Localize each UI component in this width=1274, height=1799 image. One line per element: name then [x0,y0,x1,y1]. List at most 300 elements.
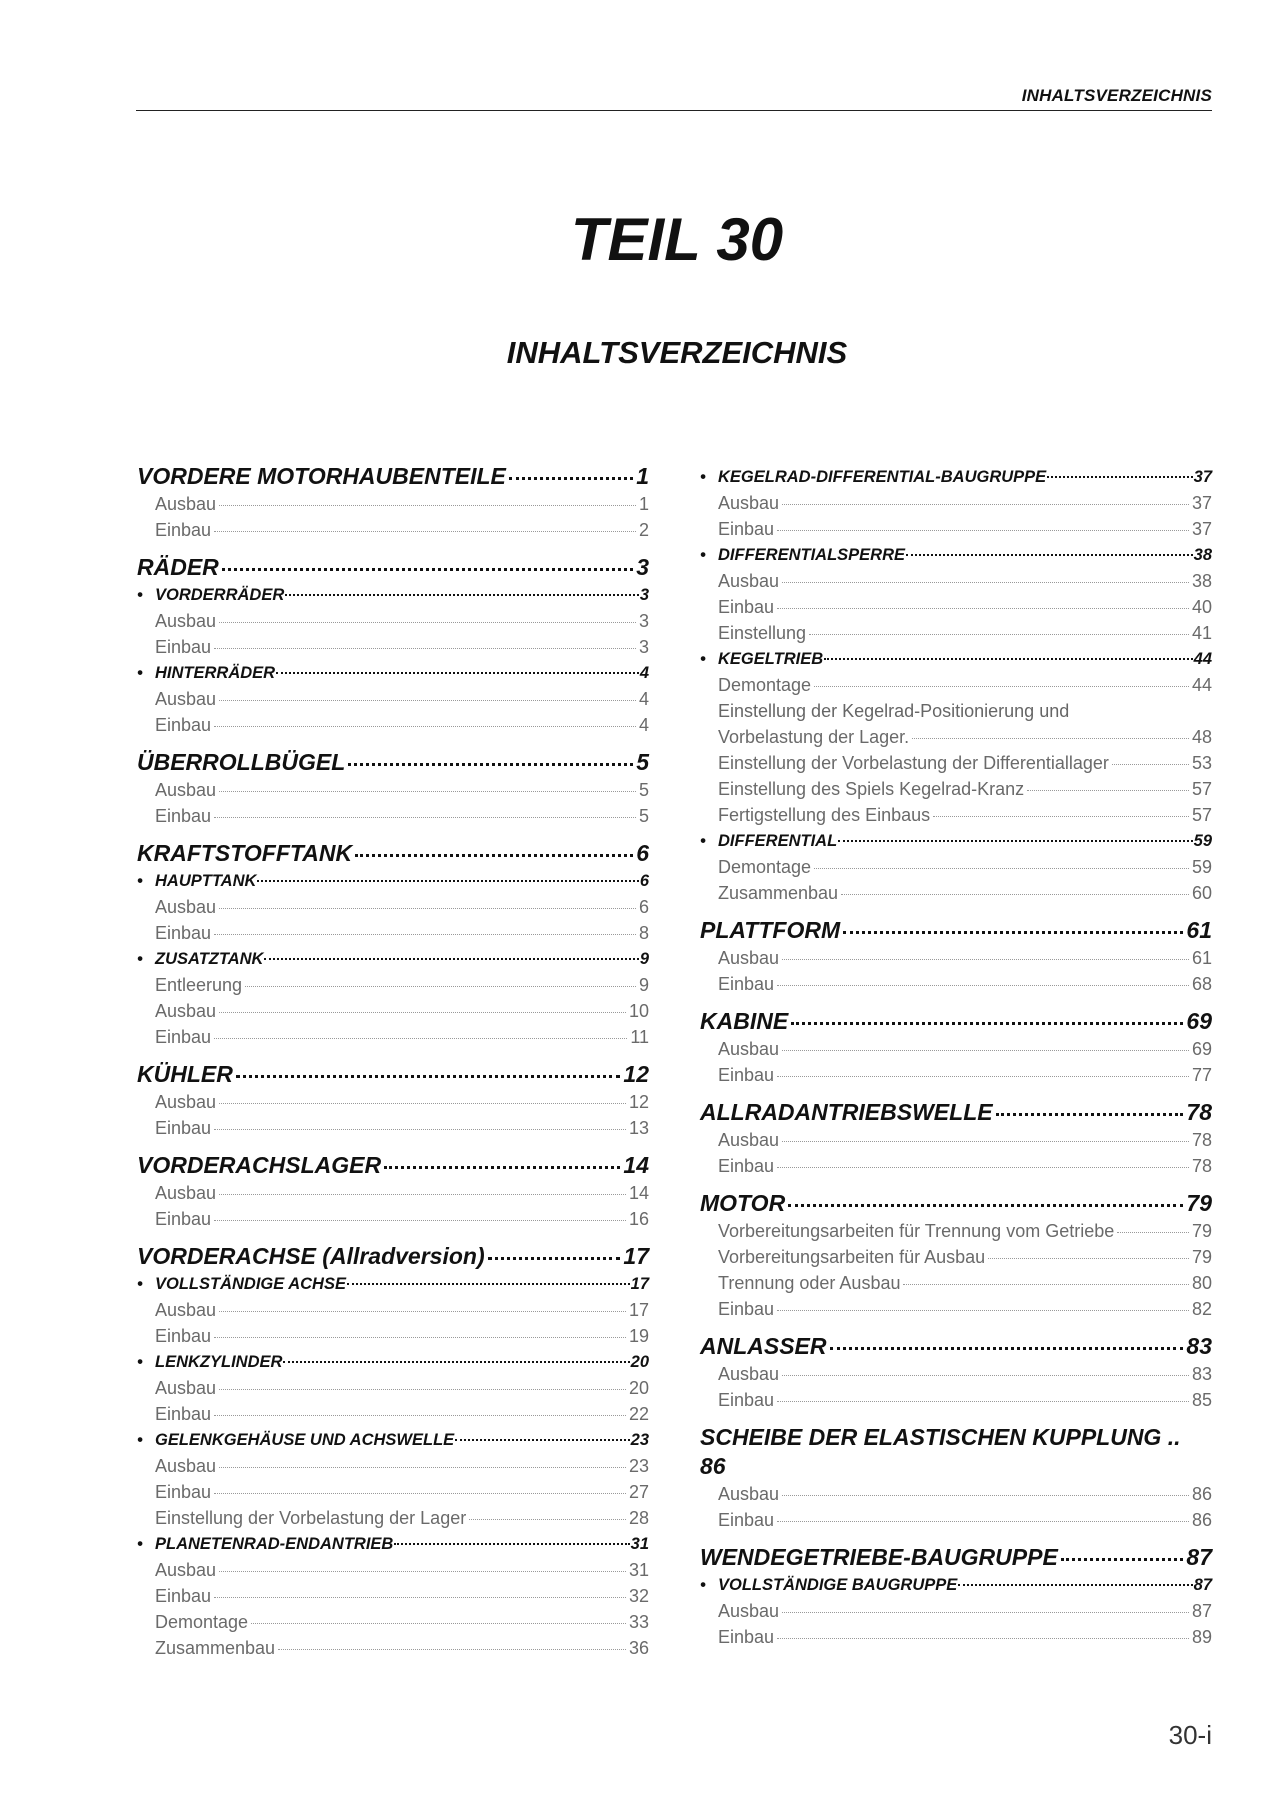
bullet-icon: • [700,468,706,486]
dot-leader [219,622,636,623]
toc-page-number: 87 [1186,1544,1212,1570]
toc-entry-row [718,1481,1212,1507]
toc-entry-row [137,1151,649,1180]
toc-entry-row [700,1332,1212,1361]
dot-leader [777,985,1189,986]
toc-entry[interactable] [700,1387,1212,1413]
toc-subsection[interactable] [137,660,649,686]
bullet-icon: • [137,664,143,682]
toc-entry-row [137,946,649,972]
toc-entry[interactable] [700,1481,1212,1507]
toc-entry-row [718,594,1212,620]
toc-entry-row [137,582,649,608]
toc-entry[interactable] [137,1206,649,1232]
toc-entry-row [718,1244,1212,1270]
toc-page-number: 48 [1191,727,1212,747]
toc-entry[interactable] [700,854,1212,880]
toc-page-number: 61 [1191,948,1212,968]
toc-subsection[interactable] [700,828,1212,854]
dot-leader [912,738,1189,739]
toc-page-number: 85 [1191,1390,1212,1410]
dot-leader [214,1038,627,1039]
toc-entry[interactable] [700,594,1212,620]
toc-entry-title: DIFFERENTIAL [718,832,838,850]
toc-entry-row [155,1505,649,1531]
toc-entry-row [137,1242,649,1271]
dot-leader [219,505,636,506]
toc-entry-title: Einbau [155,1209,212,1229]
dot-leader [782,1495,1189,1496]
toc-page-number: 37 [1193,468,1212,486]
toc-entry-row [155,1375,649,1401]
toc-section[interactable] [137,748,649,777]
part-title: TEIL 30 [570,206,784,273]
toc-subsection[interactable] [700,542,1212,568]
dot-leader [348,763,633,766]
toc-entry[interactable] [137,634,649,660]
toc-entry[interactable] [137,1635,649,1661]
header-rule [136,110,1212,111]
toc-entry[interactable] [700,971,1212,997]
toc-entry-row [718,1062,1212,1088]
toc-entry-title: WENDEGETRIEBE-BAUGRUPPE [700,1544,1058,1570]
toc-entry-row [718,620,1212,646]
dot-leader [782,1612,1189,1613]
toc-entry-row [718,945,1212,971]
toc-subsection[interactable] [137,946,649,972]
toc-section[interactable] [700,1332,1212,1361]
dot-leader [214,1493,626,1494]
toc-entry[interactable] [137,1297,649,1323]
toc-entry-row [155,803,649,829]
toc-entry[interactable] [700,1244,1212,1270]
toc-entry-title: PLANETENRAD-ENDANTRIEB [155,1535,394,1553]
toc-section[interactable] [137,553,649,582]
toc-page-number: 68 [1191,974,1212,994]
toc-entry-title: Einbau [155,923,212,943]
dot-leader [777,1076,1189,1077]
toc-page-number: 23 [630,1431,649,1449]
toc-page-number: 3 [639,586,649,604]
toc-entry[interactable] [137,1609,649,1635]
toc-page-number: 6 [638,897,649,917]
dot-leader [214,531,636,532]
toc-entry-row [137,839,649,868]
dot-leader [219,1012,626,1013]
toc-entry-title: Zusammenbau [155,1638,276,1658]
toc-right-column [700,464,1212,1650]
toc-page-number: 86 [700,1453,726,1479]
toc-entry[interactable] [700,880,1212,906]
toc-entry[interactable] [700,1218,1212,1244]
toc-section[interactable] [700,1098,1212,1127]
toc-entry-row [155,972,649,998]
toc-entry[interactable] [700,1624,1212,1650]
toc-entry-title: Einbau [155,1118,212,1138]
toc-page-number: 37 [1191,519,1212,539]
toc-entry-title: Ausbau [718,1039,780,1059]
page-number: 30-i [1168,1720,1212,1750]
toc-entry-title: Entleerung [155,975,243,995]
toc-entry-title: Einbau [155,1404,212,1424]
toc-entry-row [155,777,649,803]
toc-entry[interactable] [700,750,1212,776]
toc-page-number: 33 [628,1612,649,1632]
toc-page-number: 1 [636,463,649,489]
bullet-icon: • [700,1576,706,1594]
dot-leader [906,554,1193,556]
toc-entry-row [155,1609,649,1635]
toc-entry-row [700,464,1212,490]
toc-entry-title: Einbau [718,1510,775,1530]
toc-entry-title: Ausbau [155,780,217,800]
toc-section[interactable] [137,462,649,491]
dot-leader [219,791,636,792]
toc-entry-title: VOLLSTÄNDIGE ACHSE [155,1275,346,1293]
toc-entry[interactable] [137,777,649,803]
toc-entry-title: LENKZYLINDER [155,1353,283,1371]
dot-leader [285,594,639,596]
dot-leader [777,608,1189,609]
toc-entry-title: Einbau [718,1065,775,1085]
toc-entry[interactable] [137,972,649,998]
toc-section[interactable] [700,916,1212,945]
toc-entry-title: Einstellung [718,623,807,643]
dot-leader [257,880,638,882]
dot-leader [777,1401,1189,1402]
toc-entry-row [155,608,649,634]
toc-entry-row [155,1323,649,1349]
toc-entry[interactable] [700,1127,1212,1153]
toc-entry[interactable] [137,803,649,829]
toc-entry-title: KRAFTSTOFFTANK [137,840,353,866]
toc-entry-title: Einstellung der Vorbelastung der Differentiallager [718,753,1109,773]
toc-page-number: 80 [1191,1273,1212,1293]
toc-entry-row [718,1218,1212,1244]
toc-entry-title: VOLLSTÄNDIGE BAUGRUPPE [718,1576,958,1594]
toc-page-number: 13 [628,1118,649,1138]
toc-entry-title: Ausbau [718,571,780,591]
bullet-icon: • [137,1353,143,1371]
toc-page-number: 53 [1191,753,1212,773]
toc-entry[interactable] [137,1323,649,1349]
toc-entry[interactable] [700,698,1212,750]
toc-entry[interactable] [700,672,1212,698]
toc-page-number: 78 [1191,1130,1212,1150]
toc-entry[interactable] [137,608,649,634]
toc-section[interactable] [700,1543,1212,1572]
toc-entry[interactable] [137,1024,649,1050]
toc-page-number: 82 [1191,1299,1212,1319]
toc-page-number: 38 [1191,571,1212,591]
dot-leader [958,1584,1192,1586]
toc-entry[interactable] [700,1062,1212,1088]
toc-entry-title-line: Einstellung der Kegelrad-Positionierung und [718,701,1070,721]
toc-entry[interactable] [137,1089,649,1115]
toc-entry-row [718,1127,1212,1153]
dot-leader [355,854,633,857]
toc-entry-row [700,1189,1212,1218]
toc-entry-row [700,828,1212,854]
toc-entry[interactable] [137,491,649,517]
toc-page-number: 8 [638,923,649,943]
toc-section[interactable] [137,1151,649,1180]
toc-entry[interactable] [700,490,1212,516]
toc-page-number: 3 [638,611,649,631]
toc-entry[interactable] [700,1270,1212,1296]
toc-section[interactable] [700,1189,1212,1218]
dot-leader [782,582,1189,583]
toc-page-number: 4 [638,715,649,735]
toc-entry[interactable] [137,1557,649,1583]
toc-subsection[interactable] [137,1427,649,1453]
toc-entry-row [700,1572,1212,1598]
toc-entry[interactable] [700,1598,1212,1624]
dot-leader [777,1638,1189,1639]
toc-page-number: 38 [1193,546,1212,564]
toc-entry[interactable] [137,920,649,946]
dot-leader [219,1103,626,1104]
toc-subsection[interactable] [137,868,649,894]
toc-entry-row [718,802,1212,828]
toc-entry[interactable] [700,802,1212,828]
toc-entry-title: KABINE [700,1008,789,1034]
toc-entry-title: Einbau [718,1299,775,1319]
toc-entry-title: Ausbau [155,494,217,514]
dot-leader [276,672,639,674]
toc-entry[interactable] [137,712,649,738]
dot-leader [814,686,1189,687]
toc-entry-row [700,542,1212,568]
toc-entry-row [718,854,1212,880]
toc-section[interactable] [137,1242,649,1271]
toc-entry-title: HAUPTTANK [155,872,257,890]
toc-entry-row [155,1401,649,1427]
toc-section-title: SCHEIBE DER ELASTISCHEN KUPPLUNG .. [700,1424,1181,1450]
toc-entry-title: Demontage [718,675,812,695]
toc-entry-title: RÄDER [137,554,219,580]
toc-entry-title: Einbau [155,1482,212,1502]
toc-entry-title: Einbau [155,637,212,657]
bullet-icon: • [700,650,706,668]
toc-page-number: 79 [1191,1221,1212,1241]
bullet-icon: • [137,872,143,890]
toc-entry-row [155,1024,649,1050]
toc-section[interactable] [137,839,649,868]
toc-entry[interactable] [137,998,649,1024]
toc-page-number: 78 [1186,1099,1212,1125]
toc-entry-row [155,1089,649,1115]
toc-entry-title: Ausbau [718,1601,780,1621]
toc-entry[interactable] [700,1507,1212,1533]
toc-title: INHALTSVERZEICHNIS [506,335,848,370]
dot-leader [1061,1558,1184,1561]
toc-page-number: 9 [639,950,649,968]
toc-page-number: 69 [1191,1039,1212,1059]
toc-entry-row [155,1453,649,1479]
toc-entry-row [718,568,1212,594]
toc-entry-title: Vorbereitungsarbeiten für Ausbau [718,1247,986,1267]
dot-leader [788,1204,1183,1207]
dot-leader [214,648,636,649]
dot-leader [996,1113,1184,1116]
toc-subsection[interactable] [700,646,1212,672]
toc-page-number: 20 [630,1353,649,1371]
toc-page-number: 40 [1191,597,1212,617]
toc-section[interactable] [700,1007,1212,1036]
toc-page-number: 17 [630,1275,649,1293]
dot-leader [214,1129,626,1130]
dot-leader [347,1283,630,1285]
toc-page-number: 4 [638,689,649,709]
toc-entry[interactable] [137,894,649,920]
dot-leader [777,530,1189,531]
toc-page-number: 87 [1193,1576,1212,1594]
toc-entry[interactable] [137,1375,649,1401]
toc-page-number: 14 [623,1152,649,1178]
toc-entry[interactable] [700,945,1212,971]
dot-leader [214,817,636,818]
toc-entry[interactable] [137,1479,649,1505]
bullet-icon: • [137,586,143,604]
toc-entry[interactable] [700,516,1212,542]
toc-entry[interactable] [700,568,1212,594]
toc-subsection[interactable] [137,1349,649,1375]
toc-page-number: 57 [1191,805,1212,825]
toc-page-number: 22 [628,1404,649,1424]
dot-leader [469,1519,626,1520]
toc-entry-title: Einbau [718,519,775,539]
toc-entry-row [155,1115,649,1141]
dot-leader [264,958,638,960]
toc-entry[interactable] [137,1180,649,1206]
toc-entry-title: HINTERRÄDER [155,664,276,682]
toc-entry[interactable] [700,620,1212,646]
toc-page-number: 28 [628,1508,649,1528]
toc-entry[interactable] [700,776,1212,802]
toc-entry-title: Vorbereitungsarbeiten für Trennung vom Getriebe [718,1221,1115,1241]
toc-page-number: 20 [628,1378,649,1398]
toc-entry-row [718,1624,1212,1650]
toc-entry-title: Einbau [718,1156,775,1176]
toc-page-number: 12 [628,1092,649,1112]
toc-entry-row [155,491,649,517]
toc-subsection[interactable] [137,1531,649,1557]
toc-entry-title: Ausbau [155,1001,217,1021]
toc-entry-row [700,646,1212,672]
toc-entry-row [137,660,649,686]
toc-page-number: 3 [638,637,649,657]
toc-entry-title: Einbau [718,1627,775,1647]
toc-page-number: 69 [1186,1008,1212,1034]
toc-entry[interactable] [137,1401,649,1427]
toc-page-number: 31 [628,1560,649,1580]
toc-entry-row [155,634,649,660]
toc-section[interactable] [700,1423,1212,1481]
dot-leader [903,1284,1188,1285]
toc-subsection[interactable] [700,464,1212,490]
dot-leader [219,1467,626,1468]
toc-page-number: 79 [1186,1190,1212,1216]
toc-entry[interactable] [137,1583,649,1609]
toc-entry-row [155,517,649,543]
toc-entry-row [700,1098,1212,1127]
toc-entry[interactable] [137,1505,649,1531]
toc-page-number: 23 [628,1456,649,1476]
toc-entry-title: Einbau [718,597,775,617]
toc-entry-row [155,1557,649,1583]
toc-entry-row [718,1270,1212,1296]
toc-entry[interactable] [137,1115,649,1141]
dot-leader [214,1415,626,1416]
toc-entry-row [718,672,1212,698]
toc-entry-row [155,1635,649,1661]
toc-entry[interactable] [137,1453,649,1479]
toc-entry-row [155,686,649,712]
dot-leader [219,1311,626,1312]
toc-entry[interactable] [700,1036,1212,1062]
toc-entry[interactable] [137,686,649,712]
toc-entry-title: Ausbau [718,493,780,513]
toc-subsection[interactable] [700,1572,1212,1598]
toc-entry-title: Zusammenbau [718,883,839,903]
toc-entry-title: Einbau [718,974,775,994]
toc-page-number: 77 [1191,1065,1212,1085]
toc-page-number: 60 [1191,883,1212,903]
toc-entry-title: Ausbau [155,611,217,631]
toc-page-number: 5 [638,806,649,826]
dot-leader [782,1050,1189,1051]
toc-entry-row [718,490,1212,516]
toc-entry-row [155,920,649,946]
toc-entry-row [155,1180,649,1206]
dot-leader [251,1623,626,1624]
dot-leader [222,568,633,571]
toc-entry-row [718,1036,1212,1062]
toc-entry[interactable] [700,1296,1212,1322]
dot-leader [814,868,1189,869]
toc-entry-title: Ausbau [155,1300,217,1320]
toc-entry[interactable] [700,1153,1212,1179]
toc-entry-row [718,1361,1212,1387]
dot-leader [236,1075,621,1078]
toc-entry-title: Ausbau [718,1364,780,1384]
dot-leader [488,1257,621,1260]
toc-entry-row [700,1007,1212,1036]
toc-entry-row [155,1297,649,1323]
toc-entry-row [155,712,649,738]
toc-entry[interactable] [700,1361,1212,1387]
toc-entry-title: VORDERACHSLAGER [137,1152,382,1178]
toc-subsection[interactable] [137,582,649,608]
toc-entry-row [155,1583,649,1609]
toc-subsection[interactable] [137,1271,649,1297]
toc-page-number: 32 [628,1586,649,1606]
dot-leader [455,1439,629,1441]
toc-left-column [137,462,649,1661]
toc-entry-title-cont: Vorbelastung der Lager. [718,727,910,747]
toc-entry-row [718,1296,1212,1322]
dot-leader [988,1258,1189,1259]
toc-section[interactable] [137,1060,649,1089]
dot-leader [791,1022,1183,1025]
dot-leader [283,1361,629,1363]
toc-page-number: 12 [623,1061,649,1087]
toc-entry[interactable] [137,517,649,543]
toc-entry-row [155,998,649,1024]
toc-entry-row [137,748,649,777]
toc-entry-row [718,750,1212,776]
